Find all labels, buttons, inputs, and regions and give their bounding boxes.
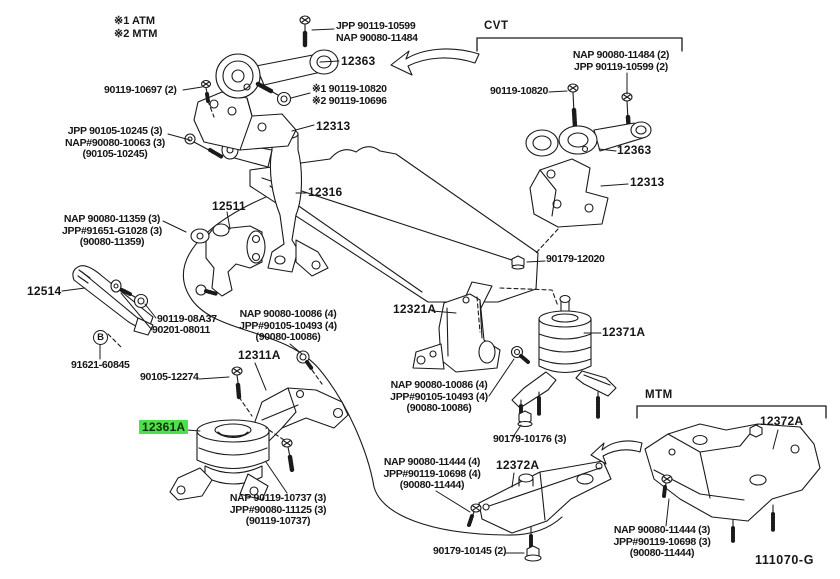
part-label-90119-10820-atm-mtm[interactable]: ※1 90119-10820 ※2 90119-10696 bbox=[312, 83, 387, 107]
part-label-90119-10820-cvt[interactable]: 90119-10820 bbox=[490, 85, 549, 97]
note-line-atm: ※1 ATM bbox=[114, 15, 155, 27]
group-label-mtm: MTM bbox=[645, 389, 673, 401]
part-label-90119-10697[interactable]: 90119-10697 (2) bbox=[104, 84, 177, 96]
group-label-cvt: CVT bbox=[484, 20, 509, 32]
part-label-12511[interactable]: 12511 bbox=[212, 199, 246, 213]
part-label-12514[interactable]: 12514 bbox=[27, 284, 62, 298]
part-label-12363-cvt[interactable]: 12363 bbox=[617, 143, 652, 157]
part-label-12372a-b[interactable]: 12372A bbox=[760, 414, 804, 428]
part-label-jpp-90119-10599-main[interactable]: JPP 90119-10599 NAP 90080-11484 bbox=[336, 20, 418, 44]
part-label-12313-main[interactable]: 12313 bbox=[316, 119, 351, 133]
marker-b: B bbox=[93, 330, 108, 345]
part-label-12311a[interactable]: 12311A bbox=[238, 348, 281, 362]
part-label-nap-90080-10086-b[interactable]: NAP 90080-10086 (4) JPP#90105-10493 (4) (90080-10086) bbox=[390, 379, 488, 414]
part-label-91621-60845[interactable]: 91621-60845 bbox=[71, 359, 130, 371]
part-label-12372a-a[interactable]: 12372A bbox=[496, 458, 540, 472]
part-label-12313-cvt[interactable]: 12313 bbox=[630, 175, 665, 189]
part-label-90119-08a37[interactable]: 90119-08A37 bbox=[157, 313, 217, 325]
part-label-90105-12274[interactable]: 90105-12274 bbox=[140, 371, 199, 383]
part-label-12361a[interactable]: 12361A bbox=[139, 420, 188, 434]
part-label-nap-90080-11484-cvt[interactable]: NAP 90080-11484 (2) JPP 90119-10599 (2) bbox=[572, 49, 670, 73]
part-label-nap-90080-11359[interactable]: NAP 90080-11359 (3) JPP#91651-G1028 (3) (90080-11359) bbox=[62, 213, 162, 248]
note-line-mtm: ※2 MTM bbox=[114, 28, 158, 40]
part-label-nap-90080-10086-a[interactable]: NAP 90080-10086 (4) JPP#90105-10493 (4) (90080-10086) bbox=[239, 308, 337, 343]
part-label-nap-90080-11444-b[interactable]: NAP 90080-11444 (3) JPP#90119-10698 (3) (90080-11444) bbox=[613, 524, 711, 559]
part-label-12363-main[interactable]: 12363 bbox=[341, 54, 376, 68]
part-label-90201-08011[interactable]: 90201-08011 bbox=[152, 324, 211, 336]
part-label-jpp-90105-10245[interactable]: JPP 90105-10245 (3) NAP#90080-10063 (3) (90105-10245) bbox=[65, 125, 165, 160]
part-label-12371a[interactable]: 12371A bbox=[602, 325, 646, 339]
part-label-12316[interactable]: 12316 bbox=[308, 185, 343, 199]
part-label-90179-10176[interactable]: 90179-10176 (3) bbox=[493, 433, 567, 445]
part-label-90179-12020[interactable]: 90179-12020 bbox=[546, 253, 605, 265]
part-label-90179-10145[interactable]: 90179-10145 (2) bbox=[433, 545, 507, 557]
diagram-code: 111070-G bbox=[755, 553, 815, 567]
part-label-nap-90119-10737[interactable]: NAP 90119-10737 (3) JPP#90080-11125 (3) (90119-10737) bbox=[229, 492, 327, 527]
transmission-type-note bbox=[114, 15, 157, 41]
part-label-nap-90080-11444-a[interactable]: NAP 90080-11444 (4) JPP#90119-10698 (4) (90080-11444) bbox=[383, 456, 481, 491]
part-label-12321a[interactable]: 12321A bbox=[393, 302, 437, 316]
